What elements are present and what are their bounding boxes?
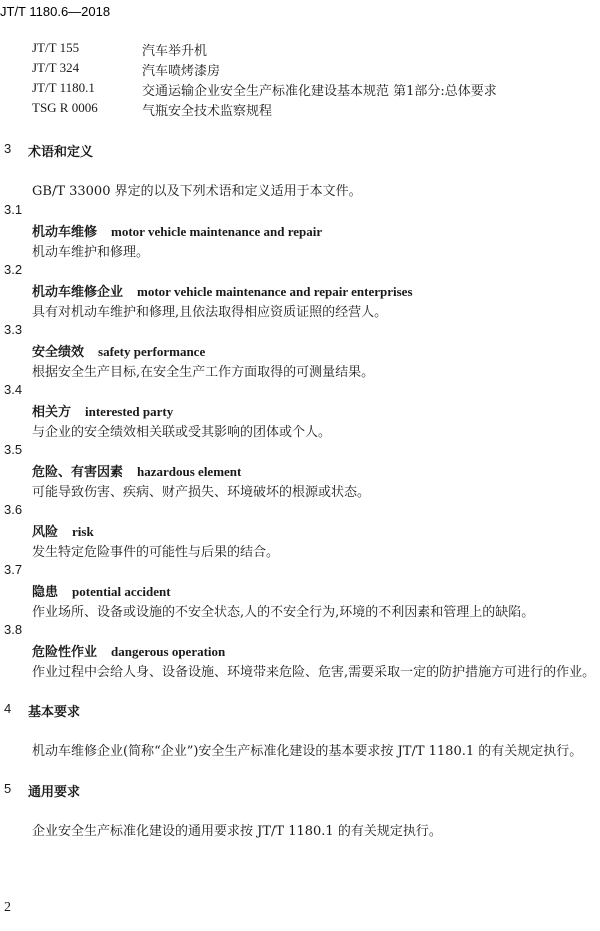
section-number: 3 [4, 141, 12, 156]
reference-title: 汽车举升机 [142, 44, 208, 59]
term-number: 3.4 [4, 382, 23, 397]
term-chinese: 危险性作业 [32, 645, 98, 660]
term-chinese: 风险 [32, 525, 59, 540]
section-title: 通用要求 [28, 785, 81, 800]
section-number: 5 [4, 781, 12, 796]
term-heading [32, 401, 173, 420]
term-chinese: 机动车维修 [32, 225, 98, 240]
term-definition: 可能导致伤害、疾病、财产损失、环境破坏的根源或状态。 [32, 485, 371, 500]
section-text: 企业安全生产标准化建设的通用要求按 JT/T 1180.1 的有关规定执行。 [32, 824, 442, 839]
section-number: 4 [4, 701, 12, 716]
term-number: 3.5 [4, 442, 23, 457]
term-english: dangerous operation [111, 644, 226, 659]
reference-title: 气瓶安全技术监察规程 [142, 104, 273, 119]
term-definition: 根据安全生产目标,在安全生产工作方面取得的可测量结果。 [32, 365, 375, 380]
term-heading [32, 581, 171, 600]
term-chinese: 危险、有害因素 [32, 465, 124, 480]
term-definition: 作业场所、设备或设施的不安全状态,人的不安全行为,环境的不利因素和管理上的缺陷。 [32, 605, 535, 620]
term-heading [32, 281, 413, 300]
reference-title: 汽车喷烤漆房 [142, 64, 221, 79]
term-english: safety performance [98, 344, 206, 359]
term-heading [32, 341, 205, 360]
section-intro: GB/T 33000 界定的以及下列术语和定义适用于本文件。 [32, 184, 362, 199]
reference-code: JT/T 155 [32, 40, 80, 55]
reference-code: JT/T 324 [32, 60, 80, 75]
section-title: 术语和定义 [28, 145, 94, 160]
term-english: motor vehicle maintenance and repair [111, 224, 323, 239]
term-definition: 作业过程中会给人身、设备设施、环境带来危险、危害,需要采取一定的防护措施方可进行的作业。 [32, 665, 596, 680]
term-english: hazardous element [137, 464, 242, 479]
term-chinese: 相关方 [32, 405, 72, 420]
term-heading [32, 461, 241, 480]
term-chinese: 隐患 [32, 585, 59, 600]
term-heading [32, 221, 322, 240]
reference-title: 交通运输企业安全生产标准化建设基本规范 第1部分:总体要求 [142, 84, 497, 99]
term-number: 3.7 [4, 562, 23, 577]
term-chinese: 机动车维修企业 [32, 285, 124, 300]
document-code-header: JT/T 1180.6—2018 [0, 4, 111, 19]
term-chinese: 安全绩效 [32, 345, 85, 360]
term-heading [32, 641, 225, 660]
section-text: 机动车维修企业(简称“企业”)安全生产标准化建设的基本要求按 JT/T 1180.1 的有关规定执行。 [32, 744, 583, 759]
reference-code: TSG R 0006 [32, 100, 98, 115]
term-english: interested party [85, 404, 174, 419]
term-definition: 与企业的安全绩效相关联或受其影响的团体或个人。 [32, 425, 332, 440]
section-title: 基本要求 [28, 705, 81, 720]
term-definition: 发生特定危险事件的可能性与后果的结合。 [32, 545, 280, 560]
term-number: 3.1 [4, 202, 23, 217]
term-english: potential accident [72, 584, 171, 599]
term-number: 3.2 [4, 262, 23, 277]
reference-code: JT/T 1180.1 [32, 80, 95, 95]
term-definition: 具有对机动车维护和修理,且依法取得相应资质证照的经营人。 [32, 305, 388, 320]
page-number: 2 [4, 900, 11, 915]
term-english: motor vehicle maintenance and repair enterprises [137, 284, 413, 299]
term-heading [32, 521, 94, 540]
term-number: 3.6 [4, 502, 23, 517]
term-number: 3.3 [4, 322, 23, 337]
term-number: 3.8 [4, 622, 23, 637]
term-definition: 机动车维护和修理。 [32, 245, 150, 260]
term-english: risk [72, 524, 94, 539]
